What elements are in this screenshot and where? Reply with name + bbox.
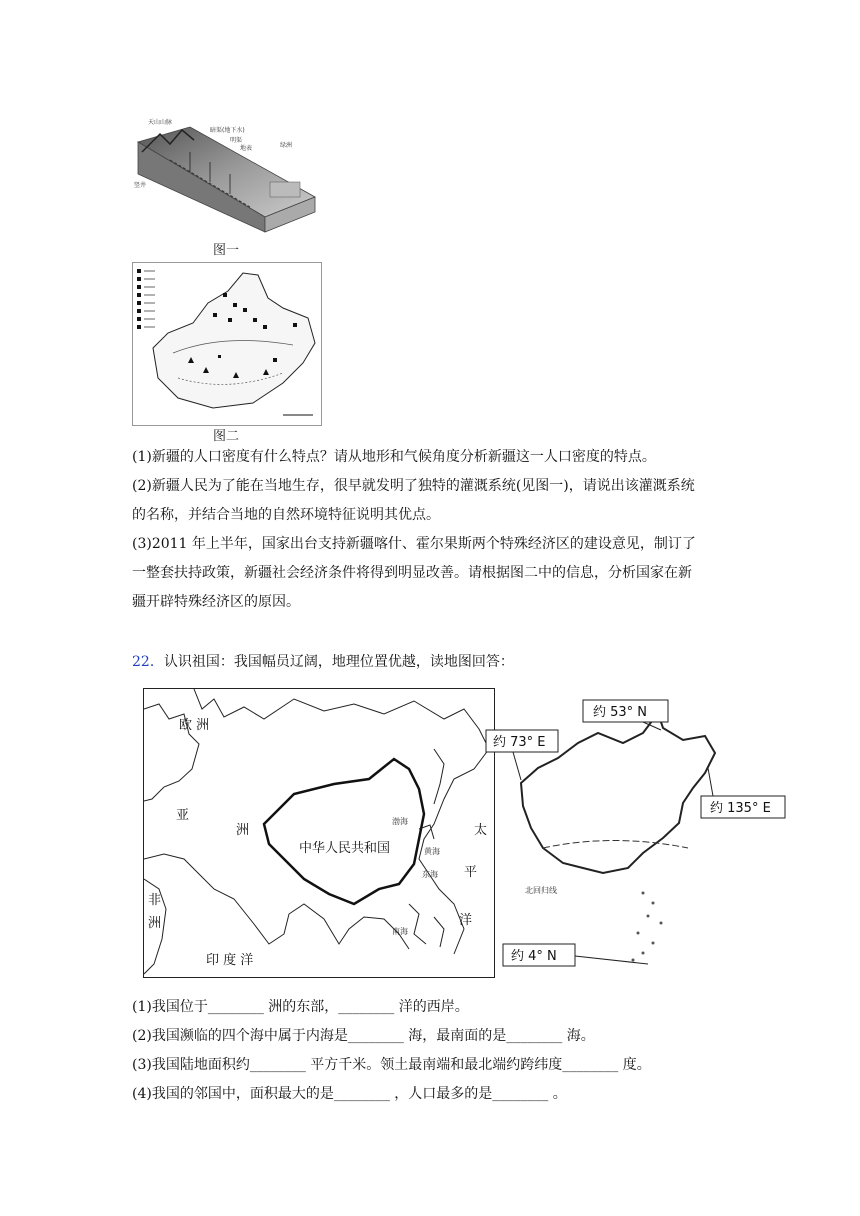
label-shaft: 竖井 — [134, 182, 147, 189]
south-sea-islands — [632, 892, 663, 962]
label-indian-ocean: 印 度 洋 — [206, 953, 254, 968]
q22-line-1: (1)我国位于________ 洲的东部，________ 洋的西岸。 — [132, 999, 469, 1015]
label-pacific-2: 平 — [464, 865, 478, 880]
xinjiang-map-illustration — [133, 263, 321, 425]
figure-2-xinjiang-map — [132, 262, 322, 426]
china-extent-map — [483, 688, 803, 978]
q21-line-4: (3)2011 年上半年，国家出台支持新疆喀什、霍尔果斯两个特殊经济区的建设意见，制订了 — [132, 536, 696, 552]
q21-line-2: (2)新疆人民为了能在当地生存，很早就发明了独特的灌溉系统(见图一)，请说出该灌溉系统 — [132, 478, 695, 494]
q22-text: 认识祖国：我国幅员辽阔，地理位置优越，读地图回答： — [163, 654, 514, 670]
east-extent-label: 约 135° E — [710, 801, 771, 816]
label-yellow-sea: 黄海 — [424, 847, 440, 856]
q21-line-5: 一整套扶持政策，新疆社会经济条件将得到明显改善。请根据图二中的信息，分析国家在新 — [132, 565, 692, 581]
figure-1-caption: 图一 — [213, 243, 240, 258]
label-open-channel: 明渠 — [230, 137, 243, 144]
q21-line-1: (1)新疆的人口密度有什么特点？请从地形和气候角度分析新疆这一人口密度的特点。 — [132, 449, 656, 465]
label-china: 中华人民共和国 — [299, 841, 391, 856]
label-bohai: 渤海 — [392, 817, 408, 826]
label-pacific-1: 太 — [474, 823, 488, 838]
label-africa-1: 非 — [148, 893, 162, 908]
asia-map — [143, 688, 495, 978]
figure-1-karez-diagram — [130, 112, 320, 237]
label-asia-1: 亚 — [176, 808, 190, 823]
q22-line-4: (4)我国的邻国中，面积最大的是________ ，人口最多的是________ 。 — [132, 1086, 567, 1102]
q22-line-2: (2)我国濒临的四个海中属于内海是________ 海，最南面的是________ 海。 — [132, 1028, 595, 1044]
label-oasis: 绿洲 — [280, 142, 293, 149]
label-tianshan: 天山山脉 — [148, 119, 173, 126]
label-asia-2: 洲 — [236, 823, 250, 838]
west-extent-label: 约 73° E — [493, 735, 546, 750]
asia-map-illustration — [144, 689, 494, 977]
china-extent-illustration — [483, 688, 803, 978]
label-south-sea: 南海 — [392, 927, 408, 936]
q21-line-3: 的名称，并结合当地的自然环境特征说明其优点。 — [132, 507, 440, 523]
label-africa-2: 洲 — [148, 916, 162, 931]
label-east-sea: 东海 — [422, 870, 438, 879]
map-legend — [137, 269, 155, 329]
south-extent-label: 约 4° N — [511, 949, 557, 964]
label-pacific-3: 洋 — [459, 913, 473, 928]
q22-line-3: (3)我国陆地面积约________ 平方千米。领土最南端和最北端约跨纬度________ 度。 — [132, 1057, 651, 1073]
label-surface: 地表 — [240, 145, 253, 152]
label-europe: 欧 洲 — [179, 718, 210, 733]
label-underground-channel: 暗渠(地下水) — [210, 127, 245, 134]
q22-stem — [132, 652, 514, 672]
label-tropic: 北回归线 — [525, 886, 557, 895]
figure-2-caption: 图二 — [213, 429, 240, 444]
north-extent-label: 约 53° N — [593, 705, 648, 720]
q21-line-6: 疆开辟特殊经济区的原因。 — [132, 594, 300, 610]
karez-block-illustration — [130, 112, 320, 237]
q22-number: 22． — [132, 654, 164, 670]
